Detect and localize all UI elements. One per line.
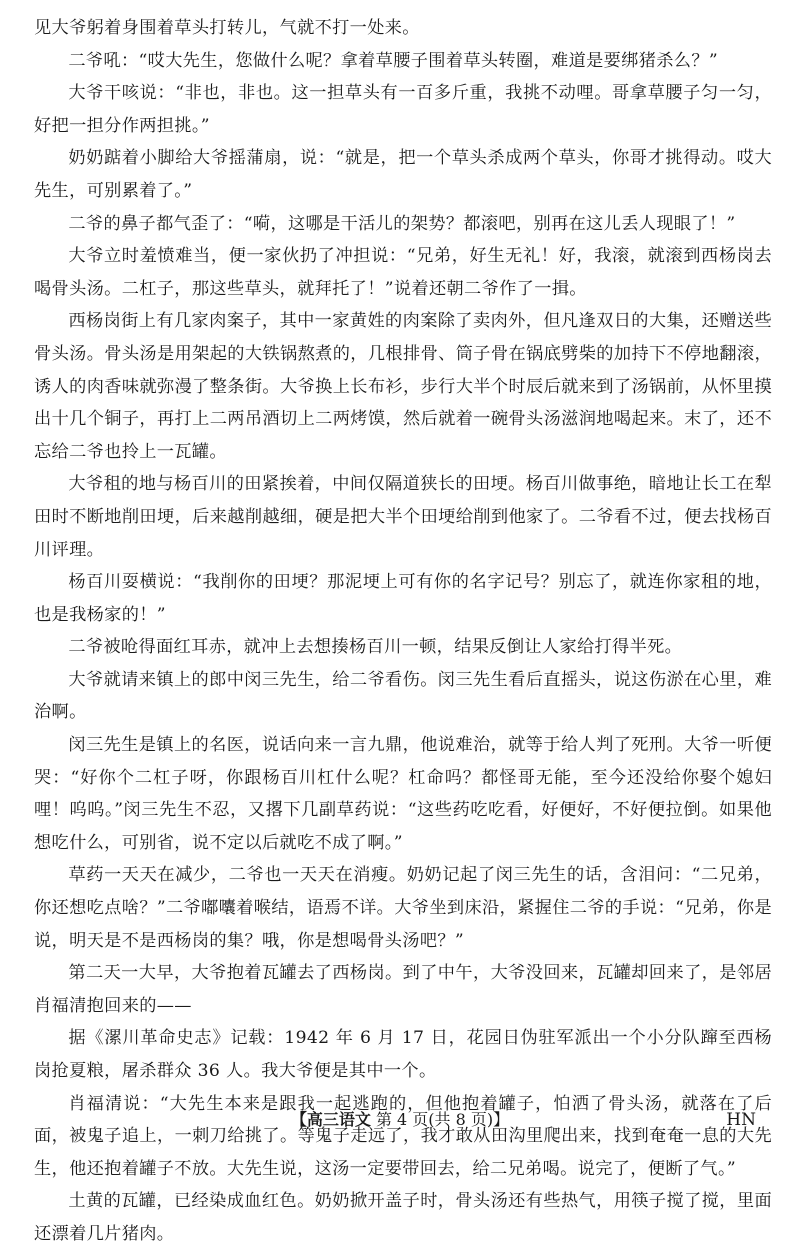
paragraph: 大爷就请来镇上的郎中闵三先生，给二爷看伤。闵三先生看后直摇头，说这伤淤在心里，难治啊。 [34, 669, 772, 723]
page-footer [0, 1106, 800, 1134]
paragraph: 大爷租的地与杨百川的田紧挨着，中间仅隔道狭长的田埂。杨百川做事绝，暗地让长工在犁田时不断地削田埂，后来越削越细，硬是把大半个田埂给削到他家了。二爷看不过，便去找杨百川评理。 [34, 474, 772, 560]
paragraph: 奶奶踮着小脚给大爷摇蒲扇，说：“就是，把一个草头杀成两个草头，你哥才挑得动。哎大先生，可别累着了。” [34, 148, 772, 201]
paragraph: 大爷立时羞愤难当，便一家伙扔了冲担说：“兄弟，好生无礼！好，我滚，就滚到西杨岗去喝骨头汤。二杠子，那这些草头，就拜托了！”说着还朝二爷作了一揖。 [34, 246, 772, 299]
paragraph: 二爷吼：“哎大先生，您做什么呢？拿着草腰子围着草头转圈，难道是要绑猪杀么？” [68, 50, 719, 71]
footer-page-info [0, 1106, 800, 1134]
footer-subject: 【高三语文 [290, 1110, 371, 1129]
paragraph: 闵三先生是镇上的名医，说话向来一言九鼎，他说难治，就等于给人判了死刑。大爷一听便哭：“好你个二杠子呀，你跟杨百川杠什么呢？杠命吗？都怪哥无能，至今还没给你娶个媳妇哩！呜呜。”闵三先生不忍，又撂下几副草药说：“这些药吃吃看，好便好，不好便拉倒。如果他想吃什么，可别省，说不定以后就吃不成了啊。” [34, 735, 772, 853]
footer-region-code: HN [726, 1110, 756, 1130]
paragraph: 草药一天天在减少，二爷也一天天在消瘦。奶奶记起了闵三先生的话，含泪问：“二兄弟，你还想吃点啥？”二爷嘟囔着喉结，语焉不详。大爷坐到床沿，紧握住二爷的手说：“兄弟，你是说，明天是不是西杨岗的集？哦，你是想喝骨头汤吧？” [34, 865, 772, 951]
article-body [34, 12, 772, 1251]
paragraph: 土黄的瓦罐，已经染成血红色。奶奶掀开盖子时，骨头汤还有些热气，用筷子搅了搅，里面还漂着几片猪肉。 [34, 1191, 772, 1244]
paragraph: 二爷被呛得面红耳赤，就冲上去想揍杨百川一顿，结果反倒让人家给打得半死。 [68, 637, 683, 658]
paragraph: 杨百川耍横说：“我削你的田埂？那泥埂上可有你的名字记号？别忘了，就连你家租的地，也是我杨家的！” [34, 572, 772, 625]
paragraph: 大爷干咳说：“非也，非也。这一担草头有一百多斤重，我挑不动哩。哥拿草腰子匀一匀，好把一担分作两担挑。” [34, 83, 772, 136]
paragraph: 据《漯川革命史志》记载：1942 年 6 月 17 日，花园日伪驻军派出一个小分队蹿至西杨岗抢夏粮，屠杀群众 36 人。我大爷便是其中一个。 [34, 1028, 772, 1081]
paragraph: 二爷的鼻子都气歪了：“嗬，这哪是干活儿的架势？都滚吧，别再在这儿丢人现眼了！” [68, 213, 736, 234]
paragraph: 第二天一大早，大爷抱着瓦罐去了西杨岗。到了中午，大爷没回来，瓦罐却回来了，是邻居肖福清抱回来的—— [34, 963, 772, 1016]
paragraph: 西杨岗街上有几家肉案子，其中一家黄姓的肉案除了卖肉外，但凡逢双日的大集，还赠送些骨头汤。骨头汤是用架起的大铁锅熬煮的，几根排骨、筒子骨在锅底劈柴的加持下不停地翻滚，诱人的肉香味就弥漫了整条街。大爷换上长布衫，步行大半个时辰后就来到了汤锅前，从怀里摸出十几个铜子，再打上二两吊酒切上二两烤馍，然后就着一碗骨头汤滋润地喝起来。末了，还不忘给二爷也拎上一瓦罐。 [34, 311, 772, 462]
paragraph: 肖福清说：“大先生本来是跟我一起逃跑的，但他抱着罐子，怕洒了骨头汤，就落在了后面，被鬼子追上，一刺刀给挑了。等鬼子走远了，我才敢从田沟里爬出来，找到奄奄一息的大先生，他还抱着罐子不放。大先生说，这汤一定要带回去，给二兄弟喝。说完了，便断了气。” [34, 1093, 772, 1179]
paragraph: 见大爷躬着身围着草头打转儿，气就不打一处来。 [34, 18, 420, 38]
footer-page-number: 第 4 页(共 8 页)】 [375, 1110, 510, 1129]
